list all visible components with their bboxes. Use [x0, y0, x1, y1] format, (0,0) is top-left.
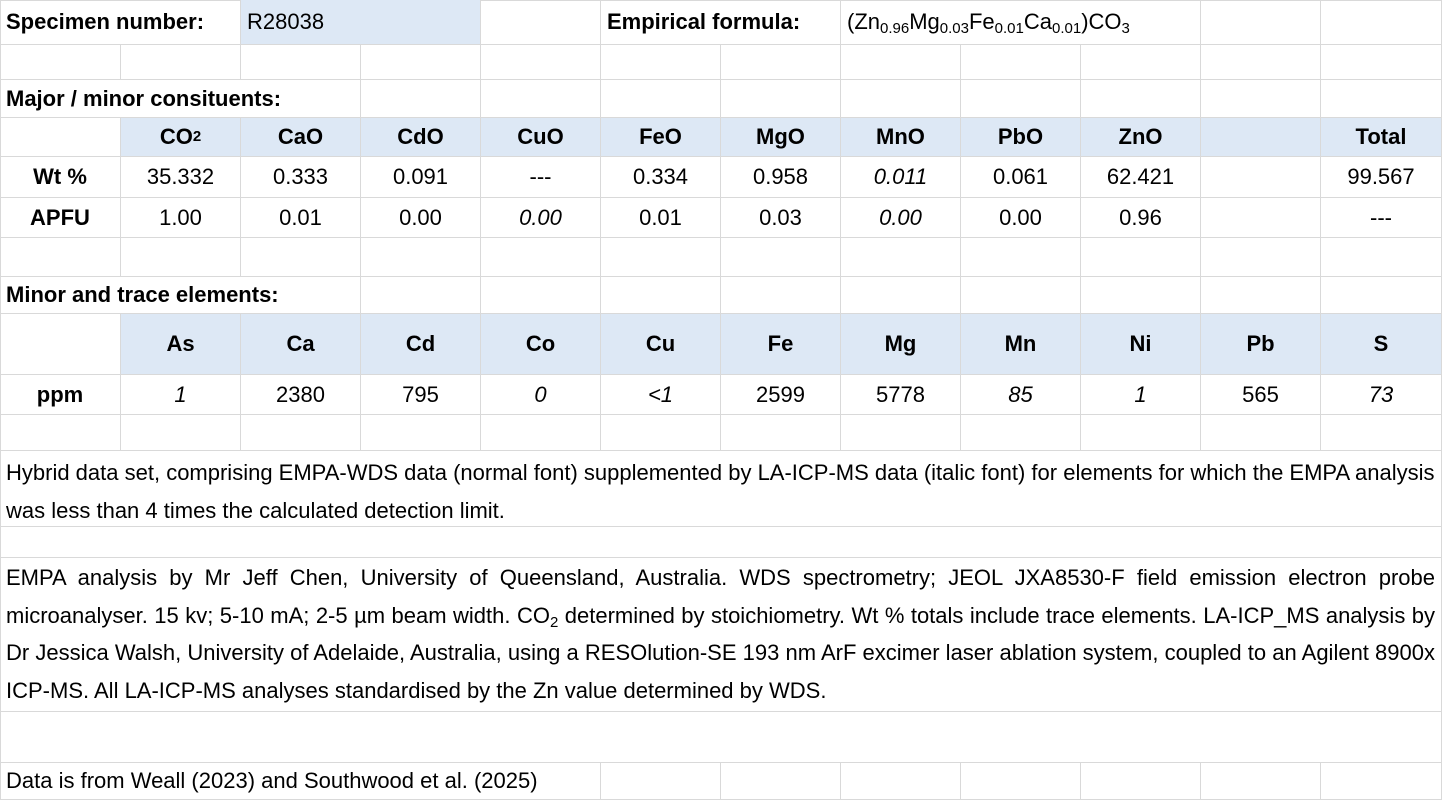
trace-section-title: Minor and trace elements: [6, 282, 279, 307]
major-header-feo[interactable] [601, 118, 721, 157]
blank-r7-cell-4[interactable] [481, 238, 601, 277]
trace-value-3[interactable] [481, 375, 601, 415]
blank-r2-cell-0[interactable] [0, 45, 121, 80]
blank-r8-c5[interactable] [601, 277, 721, 314]
trace-value: 85 [1008, 381, 1033, 407]
major-value: 0.333 [272, 164, 329, 189]
blank-r3-c11[interactable] [1321, 80, 1442, 118]
major-value: 62.421 [1106, 164, 1175, 189]
trace-header-label: Mn [1004, 331, 1037, 356]
trace-value-0[interactable] [121, 375, 241, 415]
trace-title-cell[interactable] [0, 277, 361, 314]
trace-value: 1 [174, 381, 187, 407]
formula-subscript-7: 0.01 [1051, 20, 1082, 37]
trace-header-cu[interactable] [601, 314, 721, 375]
major-row-label-0[interactable] [0, 157, 121, 198]
trace-value-4[interactable] [601, 375, 721, 415]
trace-header-mg[interactable] [841, 314, 961, 375]
hybrid-note: Hybrid data set, comprising EMPA-WDS data (normal font) supplemented by LA-ICP-MS data (italic font) for elements for which the EMPA analysis was less than 4 times the calculated detection limit. [6, 460, 1435, 523]
major-header-label: Total [1355, 124, 1407, 149]
trace-header-label: Ni [1129, 331, 1152, 356]
major-value: 35.332 [146, 164, 215, 189]
major-value-0-5[interactable] [721, 157, 841, 198]
major-value-1-6[interactable] [841, 198, 961, 238]
blank-r16-c8[interactable] [961, 763, 1081, 800]
major-header-label: ZnO [1118, 124, 1163, 149]
major-value-0-10[interactable] [1321, 157, 1442, 198]
blank-r8-c7[interactable] [841, 277, 961, 314]
source-note-cell[interactable] [0, 763, 601, 800]
major-value-1-5[interactable] [721, 198, 841, 238]
major-value: 0.00 [879, 204, 922, 230]
blank-r2-cell-8[interactable] [961, 45, 1081, 80]
blank-r7-cell-7[interactable] [841, 238, 961, 277]
blank-r3-c9[interactable] [1081, 80, 1201, 118]
hybrid-note-cell[interactable] [0, 451, 1442, 527]
blank-r15[interactable] [0, 712, 1442, 763]
major-value: --- [529, 164, 552, 189]
major-row-label: APFU [30, 204, 90, 230]
major-value-0-2[interactable] [361, 157, 481, 198]
blank-r11-cell-10[interactable] [1201, 415, 1321, 451]
trace-header-label: Co [525, 331, 556, 356]
blank-r16-c9[interactable] [1081, 763, 1201, 800]
major-value-1-4[interactable] [601, 198, 721, 238]
trace-value: 565 [1242, 381, 1279, 407]
blank-r2-cell-10[interactable] [1201, 45, 1321, 80]
major-header-label: PbO [997, 124, 1044, 149]
major-value-0-8[interactable] [1081, 157, 1201, 198]
major-header-corner[interactable] [0, 118, 121, 157]
blank-r3-c6[interactable] [721, 80, 841, 118]
trace-value: <1 [647, 381, 674, 407]
major-header-cdo[interactable] [361, 118, 481, 157]
blank-r7-cell-2[interactable] [241, 238, 361, 277]
major-header-total[interactable] [1321, 118, 1442, 157]
major-header-label: CdO [397, 124, 444, 149]
major-header-mgo[interactable] [721, 118, 841, 157]
blank-r11-cell-4[interactable] [481, 415, 601, 451]
blank-r2-cell-6[interactable] [721, 45, 841, 80]
trace-value-9[interactable] [1201, 375, 1321, 415]
trace-value-6[interactable] [841, 375, 961, 415]
major-value-0-7[interactable] [961, 157, 1081, 198]
major-value-0-4[interactable] [601, 157, 721, 198]
blank-r2-cell-2[interactable] [241, 45, 361, 80]
major-value: 99.567 [1347, 164, 1415, 189]
blank-r11-cell-11[interactable] [1321, 415, 1442, 451]
blank-r2-cell-4[interactable] [481, 45, 601, 80]
formula-label: Empirical formula: [607, 9, 801, 34]
blank-r3-c7[interactable] [841, 80, 961, 118]
trace-header-ni[interactable] [1081, 314, 1201, 375]
source-note: Data is from Weall (2023) and Southwood et al. (2025) [6, 768, 538, 793]
trace-header-ca[interactable] [241, 314, 361, 375]
trace-header-label: Mg [884, 331, 917, 356]
major-value: 0.011 [873, 164, 928, 189]
trace-header-corner[interactable] [0, 314, 121, 375]
blank-r7-cell-0[interactable] [0, 238, 121, 277]
blank-r16-c10[interactable] [1201, 763, 1321, 800]
formula-text-0: (Zn [847, 9, 880, 34]
blank-r11-cell-9[interactable] [1081, 415, 1201, 451]
major-value: 0.334 [632, 164, 689, 189]
major-header-label: FeO [639, 124, 682, 149]
trace-value: 2599 [756, 381, 805, 407]
major-header-label: CaO [277, 124, 324, 149]
blank-r8-c8[interactable] [961, 277, 1081, 314]
blank-r1-c4[interactable] [481, 0, 601, 45]
methods-note-cell[interactable] [0, 558, 1442, 712]
trace-header-label: S [1373, 331, 1389, 356]
major-value: 0.01 [639, 204, 682, 230]
blank-r3-c3[interactable] [361, 80, 481, 118]
methods-co2-subscript: 2 [549, 613, 559, 631]
trace-value-7[interactable] [961, 375, 1081, 415]
blank-r11-cell-5[interactable] [601, 415, 721, 451]
major-header-label: CO [159, 124, 193, 149]
blank-r3-c10[interactable] [1201, 80, 1321, 118]
trace-header-pb[interactable] [1201, 314, 1321, 375]
specimen-value-cell[interactable] [241, 0, 481, 45]
blank-r11-cell-3[interactable] [361, 415, 481, 451]
major-value: 0.00 [399, 204, 442, 230]
major-row-label: Wt % [33, 164, 87, 189]
formula-text-2: Mg [909, 9, 940, 34]
major-value: 0.091 [392, 164, 449, 189]
formula-subscript-9: 3 [1121, 20, 1130, 37]
major-value-1-8[interactable] [1081, 198, 1201, 238]
major-value-1-10[interactable] [1321, 198, 1442, 238]
major-value-0-1[interactable] [241, 157, 361, 198]
blank-r11-cell-0[interactable] [0, 415, 121, 451]
trace-value-8[interactable] [1081, 375, 1201, 415]
major-header-label: MnO [876, 124, 925, 149]
major-header-co[interactable]: CO 2 [121, 118, 241, 157]
blank-r2-cell-11[interactable] [1321, 45, 1442, 80]
major-value: 0.00 [999, 204, 1042, 230]
blank-r8-c11[interactable] [1321, 277, 1442, 314]
trace-header-mn[interactable] [961, 314, 1081, 375]
trace-row-label: ppm [36, 381, 84, 407]
specimen-value: R28038 [247, 9, 325, 34]
blank-r2-cell-9[interactable] [1081, 45, 1201, 80]
blank-r16-c6[interactable] [721, 763, 841, 800]
major-header-blank[interactable] [1201, 118, 1321, 157]
trace-header-label: Pb [1246, 331, 1275, 356]
blank-r7-cell-5[interactable] [601, 238, 721, 277]
trace-header-cd[interactable] [361, 314, 481, 375]
blank-r11-cell-2[interactable] [241, 415, 361, 451]
blank-r7-cell-8[interactable] [961, 238, 1081, 277]
trace-value: 73 [1368, 381, 1394, 407]
major-value: 0.01 [279, 204, 322, 230]
blank-r7-cell-1[interactable] [121, 238, 241, 277]
formula-subscript-3: 0.03 [939, 20, 969, 37]
trace-value: 2380 [276, 381, 325, 407]
specimen-label-cell[interactable] [0, 0, 241, 45]
major-value-1-1[interactable] [241, 198, 361, 238]
major-header-cao[interactable] [241, 118, 361, 157]
trace-value: 1 [1134, 381, 1147, 407]
blank-r16-c7[interactable] [841, 763, 961, 800]
major-value-1-9[interactable] [1201, 198, 1321, 238]
major-row-label-1[interactable] [0, 198, 121, 238]
trace-header-as[interactable] [121, 314, 241, 375]
blank-r8-c6[interactable] [721, 277, 841, 314]
major-section-title: Major / minor consituents: [6, 85, 282, 111]
trace-header-label: Cd [405, 331, 436, 356]
blank-r7-cell-6[interactable] [721, 238, 841, 277]
major-value: --- [1370, 204, 1392, 230]
methods-text-part-2: determined by stoichiometry. Wt % totals include trace elements. LA-ICP_MS analysis by Dr Jessica Walsh, University of Adelaide, Australia, using a RESOlution-SE 193 nm ArF excimer laser ablation system, coupled to an Agilent 8900x ICP-MS. All LA-ICP-MS analyses standardised by the Zn value determined by WDS. [6, 602, 1436, 703]
blank-r13[interactable] [0, 527, 1442, 558]
trace-row-label-cell[interactable] [0, 375, 121, 415]
empirical-formula [847, 9, 1130, 37]
blank-r1-c10[interactable] [1201, 0, 1321, 45]
blank-r3-c5[interactable] [601, 80, 721, 118]
trace-value: 795 [402, 381, 439, 407]
major-value-1-7[interactable] [961, 198, 1081, 238]
methods-note [6, 559, 1435, 709]
major-title-cell[interactable] [0, 80, 361, 118]
trace-header-label: Ca [286, 331, 315, 356]
blank-r8-c3[interactable] [361, 277, 481, 314]
major-value-0-9[interactable] [1201, 157, 1321, 198]
blank-r16-c5[interactable] [601, 763, 721, 800]
major-header-mno[interactable] [841, 118, 961, 157]
major-value-1-2[interactable] [361, 198, 481, 238]
blank-r7-cell-9[interactable] [1081, 238, 1201, 277]
blank-r8-c10[interactable] [1201, 277, 1321, 314]
blank-r7-cell-3[interactable] [361, 238, 481, 277]
major-header-zno[interactable] [1081, 118, 1201, 157]
trace-value-10[interactable] [1321, 375, 1442, 415]
formula-subscript-5: 0.01 [994, 20, 1024, 37]
trace-value-5[interactable] [721, 375, 841, 415]
major-header-pbo[interactable] [961, 118, 1081, 157]
blank-r3-c4[interactable] [481, 80, 601, 118]
major-value: 0.061 [992, 164, 1049, 189]
blank-r2-cell-5[interactable] [601, 45, 721, 80]
major-value-1-3[interactable] [481, 198, 601, 238]
trace-header-s[interactable] [1321, 314, 1442, 375]
major-value: 0.96 [1119, 204, 1162, 230]
major-header-cuo[interactable] [481, 118, 601, 157]
formula-subscript-1: 0.96 [880, 20, 910, 37]
blank-r2-cell-7[interactable] [841, 45, 961, 80]
blank-r11-cell-7[interactable] [841, 415, 961, 451]
major-value: 0.03 [759, 204, 802, 230]
blank-r1-c11[interactable] [1321, 0, 1442, 45]
blank-r2-cell-3[interactable] [361, 45, 481, 80]
formula-text-6: Ca [1023, 9, 1052, 34]
trace-value-2[interactable] [361, 375, 481, 415]
trace-header-fe[interactable] [721, 314, 841, 375]
blank-r7-cell-11[interactable] [1321, 238, 1442, 277]
major-value: 1.00 [159, 204, 202, 230]
formula-value-cell[interactable] [841, 0, 1201, 45]
trace-value: 5778 [876, 381, 925, 407]
trace-header-label: Fe [767, 331, 794, 356]
trace-value: 0 [534, 381, 547, 407]
blank-r2-cell-1[interactable] [121, 45, 241, 80]
major-value-0-0[interactable] [121, 157, 241, 198]
major-value-0-3[interactable] [481, 157, 601, 198]
major-value-1-0[interactable] [121, 198, 241, 238]
trace-value-1[interactable] [241, 375, 361, 415]
blank-r16-c11[interactable] [1321, 763, 1442, 800]
formula-text-4: Fe [968, 9, 995, 34]
blank-r3-c8[interactable] [961, 80, 1081, 118]
blank-r7-cell-10[interactable] [1201, 238, 1321, 277]
trace-header-label: Cu [645, 331, 676, 356]
blank-r11-cell-1[interactable] [121, 415, 241, 451]
blank-r11-cell-6[interactable] [721, 415, 841, 451]
blank-r8-c9[interactable] [1081, 277, 1201, 314]
blank-r11-cell-8[interactable] [961, 415, 1081, 451]
major-value: 0.00 [519, 204, 562, 230]
specimen-label: Specimen number: [6, 9, 205, 34]
formula-text-8: )CO [1081, 9, 1122, 34]
major-value: 0.958 [752, 164, 809, 189]
trace-header-label: As [166, 331, 195, 356]
major-value-0-6[interactable] [841, 157, 961, 198]
blank-r8-c4[interactable] [481, 277, 601, 314]
formula-label-cell[interactable] [601, 0, 841, 45]
major-header-label: CuO [517, 124, 564, 149]
methods-text-part-1: EMPA analysis by Mr Jeff Chen, University of Queensland, Australia. WDS spectrometry; JEOL JXA8530-F field emission electron probe microanalyser. 15 kv; 5-10 mA; 2-5 µm beam width. CO [6, 565, 1435, 628]
major-header-label: MgO [756, 124, 805, 149]
trace-header-co[interactable] [481, 314, 601, 375]
